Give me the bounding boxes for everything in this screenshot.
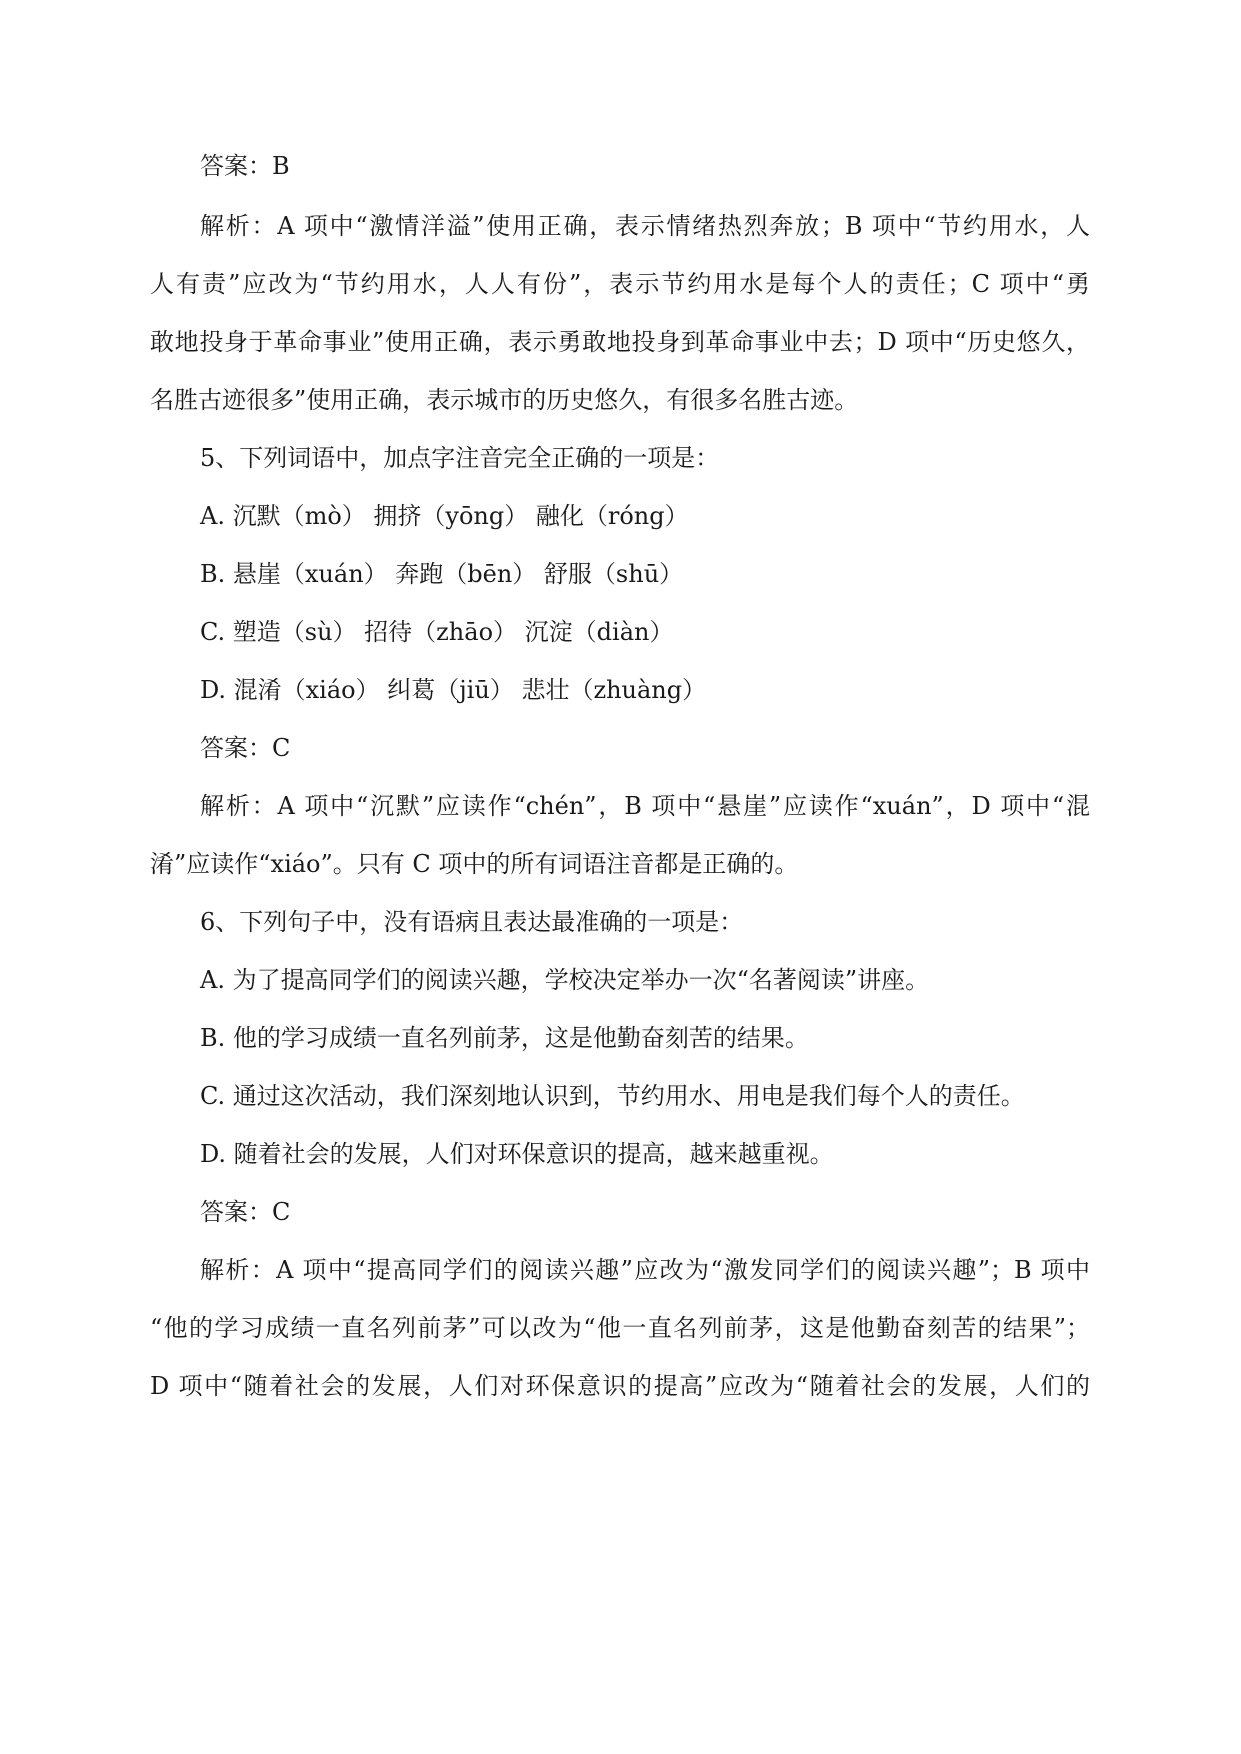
question-6-stem: 6、下列句子中，没有语病且表达最准确的一项是： [200,908,744,936]
question-6-option-b: B. 他的学习成绩一直名列前茅，这是他勤奋刻苦的结果。 [200,1024,809,1052]
question-6-explanation-line-3: D 项中“随着社会的发展，人们对环保意识的提高”应改为“随着社会的发展，人们的 [150,1372,1090,1400]
question-5-option-a: A. 沉默（mò） 拥挤（yōng） 融化（róng） [200,502,689,530]
question-6-explanation-line-1: 解析：A 项中“提高同学们的阅读兴趣”应改为“激发同学们的阅读兴趣”；B 项中 [200,1256,1090,1284]
explanation-q4-line-3: 敢地投身于革命事业”使用正确，表示勇敢地投身到革命事业中去；D 项中“历史悠久， [150,328,1090,356]
question-5-explanation-line-1: 解析：A 项中“沉默”应读作“chén”，B 项中“悬崖”应读作“xuán”，D 项中“混 [200,792,1090,820]
question-6-option-d: D. 随着社会的发展，人们对环保意识的提高，越来越重视。 [200,1140,834,1168]
question-6-option-c: C. 通过这次活动，我们深刻地认识到，节约用水、用电是我们每个人的责任。 [200,1082,1025,1110]
answer-q4: 答案：B [200,152,290,180]
question-5-option-b: B. 悬崖（xuán） 奔跑（bēn） 舒服（shū） [200,560,684,588]
explanation-q4-line-2: 人有责”应改为“节约用水，人人有份”，表示节约用水是每个人的责任；C 项中“勇 [150,270,1090,298]
question-6-option-a: A. 为了提高同学们的阅读兴趣，学校决定举办一次“名著阅读”讲座。 [200,966,930,994]
question-5-stem: 5、下列词语中，加点字注音完全正确的一项是： [200,444,720,472]
question-6-answer: 答案：C [200,1198,291,1226]
question-5-option-d: D. 混淆（xiáo） 纠葛（jiū） 悲壮（zhuàng） [200,676,707,704]
question-5-option-c: C. 塑造（sù） 招待（zhāo） 沉淀（diàn） [200,618,674,646]
explanation-q4-line-4: 名胜古迹很多”使用正确，表示城市的历史悠久，有很多名胜古迹。 [150,386,859,414]
question-5-answer: 答案：C [200,734,291,762]
question-5-explanation-line-2: 淆”应读作“xiáo”。只有 C 项中的所有词语注音都是正确的。 [150,850,799,878]
question-6-explanation-line-2: “他的学习成绩一直名列前茅”可以改为“他一直名列前茅，这是他勤奋刻苦的结果”； [150,1314,1090,1342]
explanation-q4-line-1: 解析：A 项中“激情洋溢”使用正确，表示情绪热烈奔放；B 项中“节约用水，人 [200,212,1090,240]
